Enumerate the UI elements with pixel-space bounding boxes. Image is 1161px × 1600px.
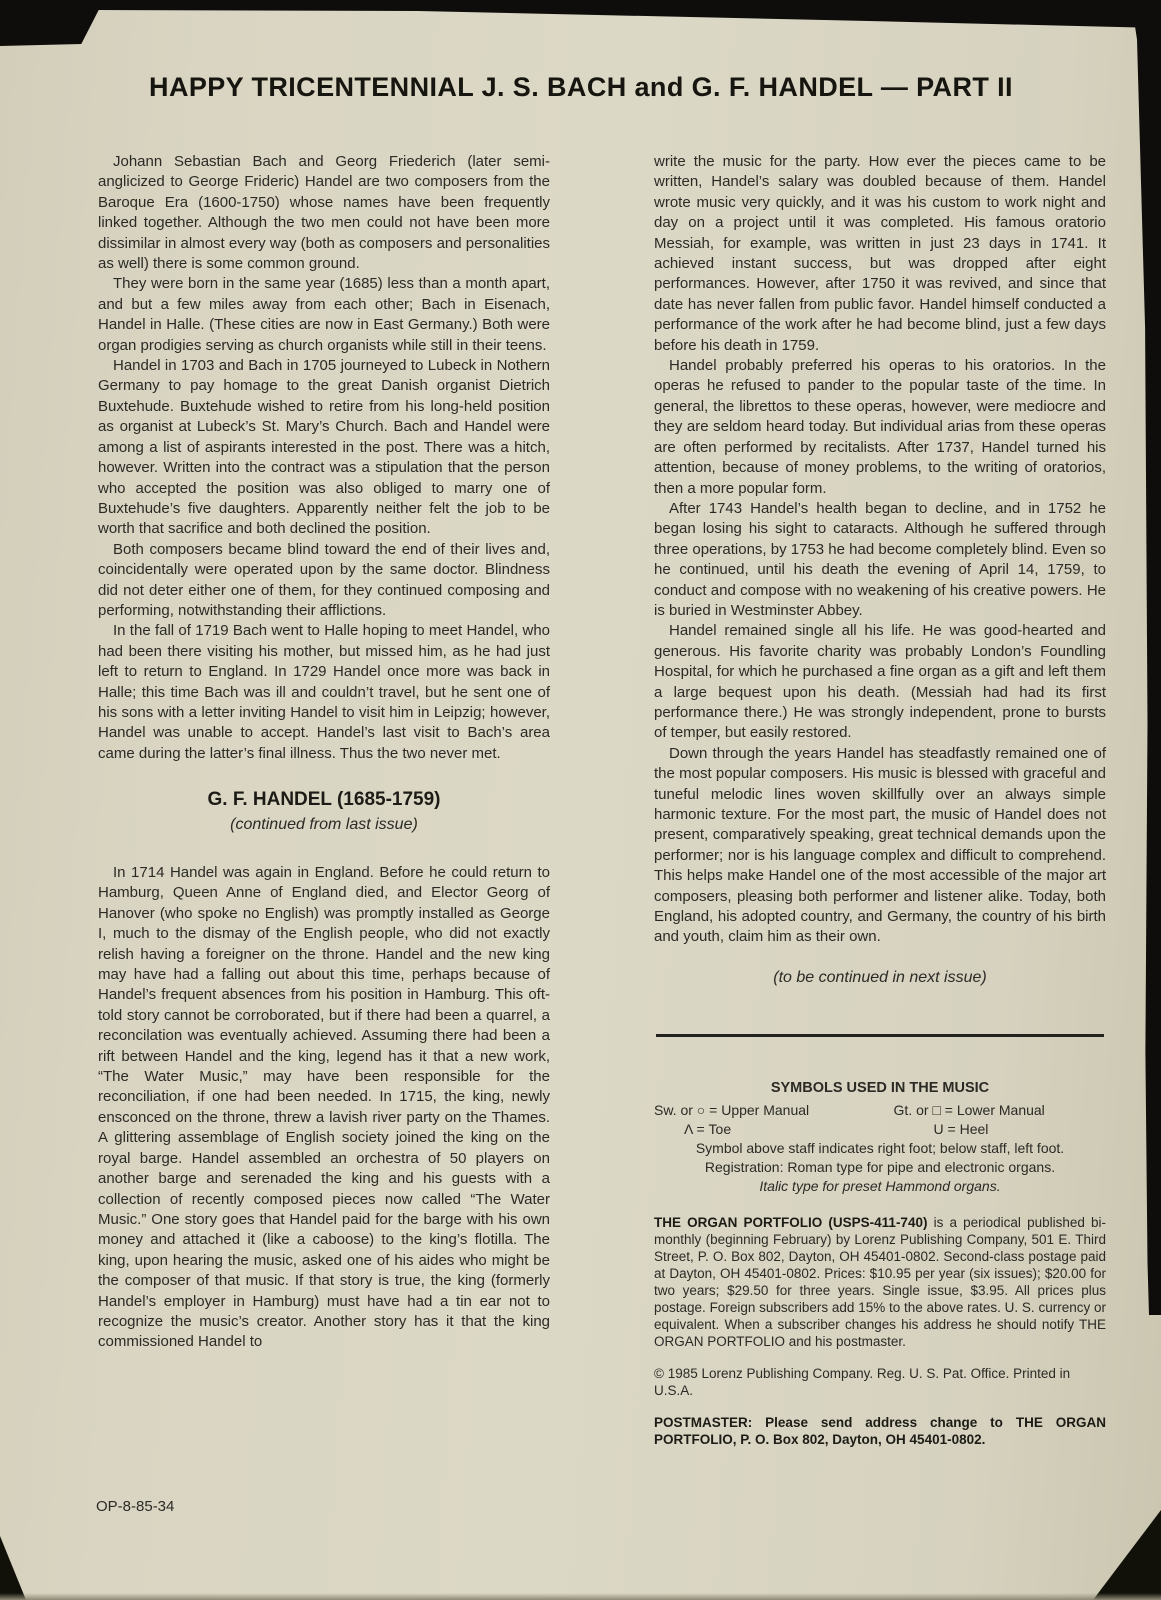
article-paragraph: After 1743 Handel’s health began to decline, and in 1752 he began losing his sight to cataracts. Although he suffered through three operations, by 1753 he had become completely blind. Even so he continued, until his death the evening of April 14, 1759, to conduct and compose with no weakening of his creative powers. He is buried in Westminster Abbey.	[654, 499, 1106, 619]
scan-corner-bottom-right	[1093, 1510, 1161, 1600]
toe-symbol: Λ = Toe	[684, 1121, 732, 1138]
upper-manual-symbol: Sw. or ○ = Upper Manual	[654, 1102, 810, 1119]
left-column	[98, 152, 550, 1353]
article-paragraph: Both composers became blind toward the end of their lives and, coincidentally were operated upon by the same doctor. Blindness did not deter either one of them, for they continued composing and performing, notwithstanding their afflictions.	[98, 540, 550, 619]
symbols-note-italic: Italic type for preset Hammond organs.	[759, 1178, 1001, 1195]
article-paragraph: Handel probably preferred his operas to his oratorios. In the operas he refused to pander to the popular taste of the time. In general, the librettos to these operas, however, were mediocre and they are seldom heard today. But individual arias from these operas are often performed by recitalists. After 1737, Handel turned his attention, because of money problems, to the writing of oratorios, then a more popular form.	[654, 357, 1106, 497]
horizontal-rule	[656, 1034, 1104, 1037]
article-paragraph: Handel remained single all his life. He was good-hearted and generous. His favorite charity was probably London’s Foundling Hospital, for which he purchased a fine organ as a gift and left them a large bequest upon his death. (Messiah had had its first performance there.) He was strongly independent, prone to bursts of temper, but easily restored.	[654, 622, 1106, 742]
symbols-note: Registration: Roman type for pipe and electronic organs.	[704, 1159, 1056, 1176]
article-paragraph: In the fall of 1719 Bach went to Halle hoping to meet Handel, who had been there visiting his mother, but missed him, as he had just left to return to England. In 1729 Handel once more was back in Halle; this time Bach was ill and couldn’t travel, but he sent one of his sons with a letter inviting Handel to visit him in Leipzig; however, Handel was unable to accept. Handel’s last visit to Bach’s area came during the latter’s final illness. Thus the two never met.	[98, 622, 550, 762]
symbols-row-manuals	[654, 1101, 1106, 1120]
symbols-section	[654, 1079, 1106, 1196]
symbols-note: Symbol above staff indicates right foot; below staff, left foot.	[695, 1140, 1065, 1157]
scan-edge-right	[1131, 0, 1161, 1315]
article-paragraph: write the music for the party. How ever the pieces came to be written, Handel’s salary was doubled because of them. Handel wrote music very quickly, and it was his custom to work night and day on a project until it was completed. His famous oratorio Messiah, for example, was written in just 23 days in 1741. It achieved instant success, but was dropped after eight performances. However, after 1750 it was revived, and since that date has never fallen from public favor. Handel himself conducted a performance of the work after he had become blind, just a few days before his death in 1759.	[654, 153, 1106, 354]
scan-edge-top	[0, 0, 1161, 50]
continuation-note: (to be continued in next issue)	[773, 968, 987, 986]
publication-details: is a periodical published bi-monthly (beginning February) by Lorenz Publishing Company, 501 E. Third Street, P. O. Box 802, Dayton, OH 45401-0802. Second-class postage paid at Dayton, OH 45401-0802. Prices: $10.95 per year (six issues); $20.00 for two years; $29.50 for three years. Single issue, $3.95. All prices plus postage. Foreign subscribers add 15% to the above rates. U. S. currency or equivalent. When a subscriber changes his address he should notify THE ORGAN PORTFOLIO and his postmaster.	[654, 1215, 1106, 1350]
article-paragraph: In 1714 Handel was again in England. Before he could return to Hamburg, Queen Anne of England died, and Elector Georg of Hanover (who spoke no English) was promptly installed as George I, much to the dismay of the English people, who did not exactly relish having a foreigner on the throne. Handel and the new king may have had a falling out about this time, perhaps because of Handel’s frequent absences from his position in Hamburg. This oft-told story cannot be corroborated, but if there had been a quarrel, a reconcilation was eventually achieved. Assuming there had been a rift between Handel and the king, legend has it that a new work, “The Water Music,” may have been responsible for the reconciliation, if one had been needed. In 1715, the king, newly ensconced on the throne, threw a lavish river party on the Thames. A glittering assemblage of English society joined the king on the royal barge. Handel assembled an orchestra of 50 players on another barge and serenaded the king and his guests with a collection of recently composed pieces now called “The Water Music.” One story goes that Handel paid for the barge with his own money and attached it (like a caboose) to the king’s flotilla. The king, upon hearing the music, asked one of his aides who might be the composer of that music. If that story is true, the king (formerly Handel’s employer in Hamburg) must have had a tin ear not to recognize the music’s creator. Another story has it that the king commissioned Handel to	[98, 864, 550, 1351]
scan-edge-bottom	[0, 1593, 1161, 1600]
article-paragraph: Handel in 1703 and Bach in 1705 journeyed to Lubeck in Nothern Germany to pay homage to the great Danish organist Dietrich Buxtehude. Buxtehude wished to retire from his long-held position as organist at Lubeck’s St. Mary’s Church. Bach and Handel were among a list of aspirants interested in the post. There was a hitch, however. Written into the contract was a stipulation that the person who accepted the position was also obliged to marry one of Buxtehude’s five daughters. Apparently neither felt the job to be worth that sacrifice and both declined the position.	[98, 357, 550, 538]
article-paragraph: They were born in the same year (1685) less than a month apart, and but a few miles away from each other; Bach in Eisenach, Handel in Halle. (These cities are now in East Germany.) Both were organ prodigies serving as church organists while still in their teens.	[98, 275, 550, 354]
lower-manual-symbol: Gt. or □ = Lower Manual	[893, 1102, 1045, 1119]
symbols-heading: SYMBOLS USED IN THE MUSIC	[770, 1080, 990, 1097]
issue-code: OP-8-85-34	[96, 1498, 175, 1515]
publication-name: THE ORGAN PORTFOLIO (USPS-411-740)	[654, 1215, 928, 1231]
heel-symbol: U = Heel	[933, 1121, 989, 1138]
section-heading: G. F. HANDEL (1685-1759)	[207, 789, 441, 811]
copyright-line: © 1985 Lorenz Publishing Company. Reg. U. S. Pat. Office. Printed in U.S.A.	[654, 1366, 1071, 1399]
article-paragraph: Down through the years Handel has steadfastly remained one of the most popular composers. His music is blessed with graceful and tuneful melodic lines woven skillfully over an always simple harmonic texture. For the most part, the music of Handel does not present, comparatively speaking, great technical demands upon the performer; nor is his language complex and difficult to comprehend. This helps make Handel one of the most accessible of the major art composers, pleasing both performer and listener alike. Today, both England, his adopted country, and Germany, the country of his birth and youth, claim him as their own.	[654, 744, 1106, 946]
scan-corner-bottom-left	[0, 1536, 26, 1600]
publication-info	[654, 1214, 1106, 1350]
article-paragraph: Johann Sebastian Bach and Georg Friederich (later semi-anglicized to George Frideric) Handel are two composers from the Baroque Era (1600-1750) whose names have been frequently linked together. Although the two men could not have been more dissimilar in almost every way (both as composers and personalities as well) there is some common ground.	[98, 153, 550, 273]
page-title: HAPPY TRICENTENNIAL J. S. BACH and G. F. HANDEL — PART II	[149, 72, 1013, 102]
right-column	[654, 152, 1106, 1448]
postmaster-note: POSTMASTER: Please send address change to THE ORGAN PORTFOLIO, P. O. Box 802, Dayton, OH 45401-0802.	[654, 1415, 1106, 1448]
symbols-row-foot	[654, 1120, 1106, 1139]
section-subheading: (continued from last issue)	[230, 815, 418, 833]
